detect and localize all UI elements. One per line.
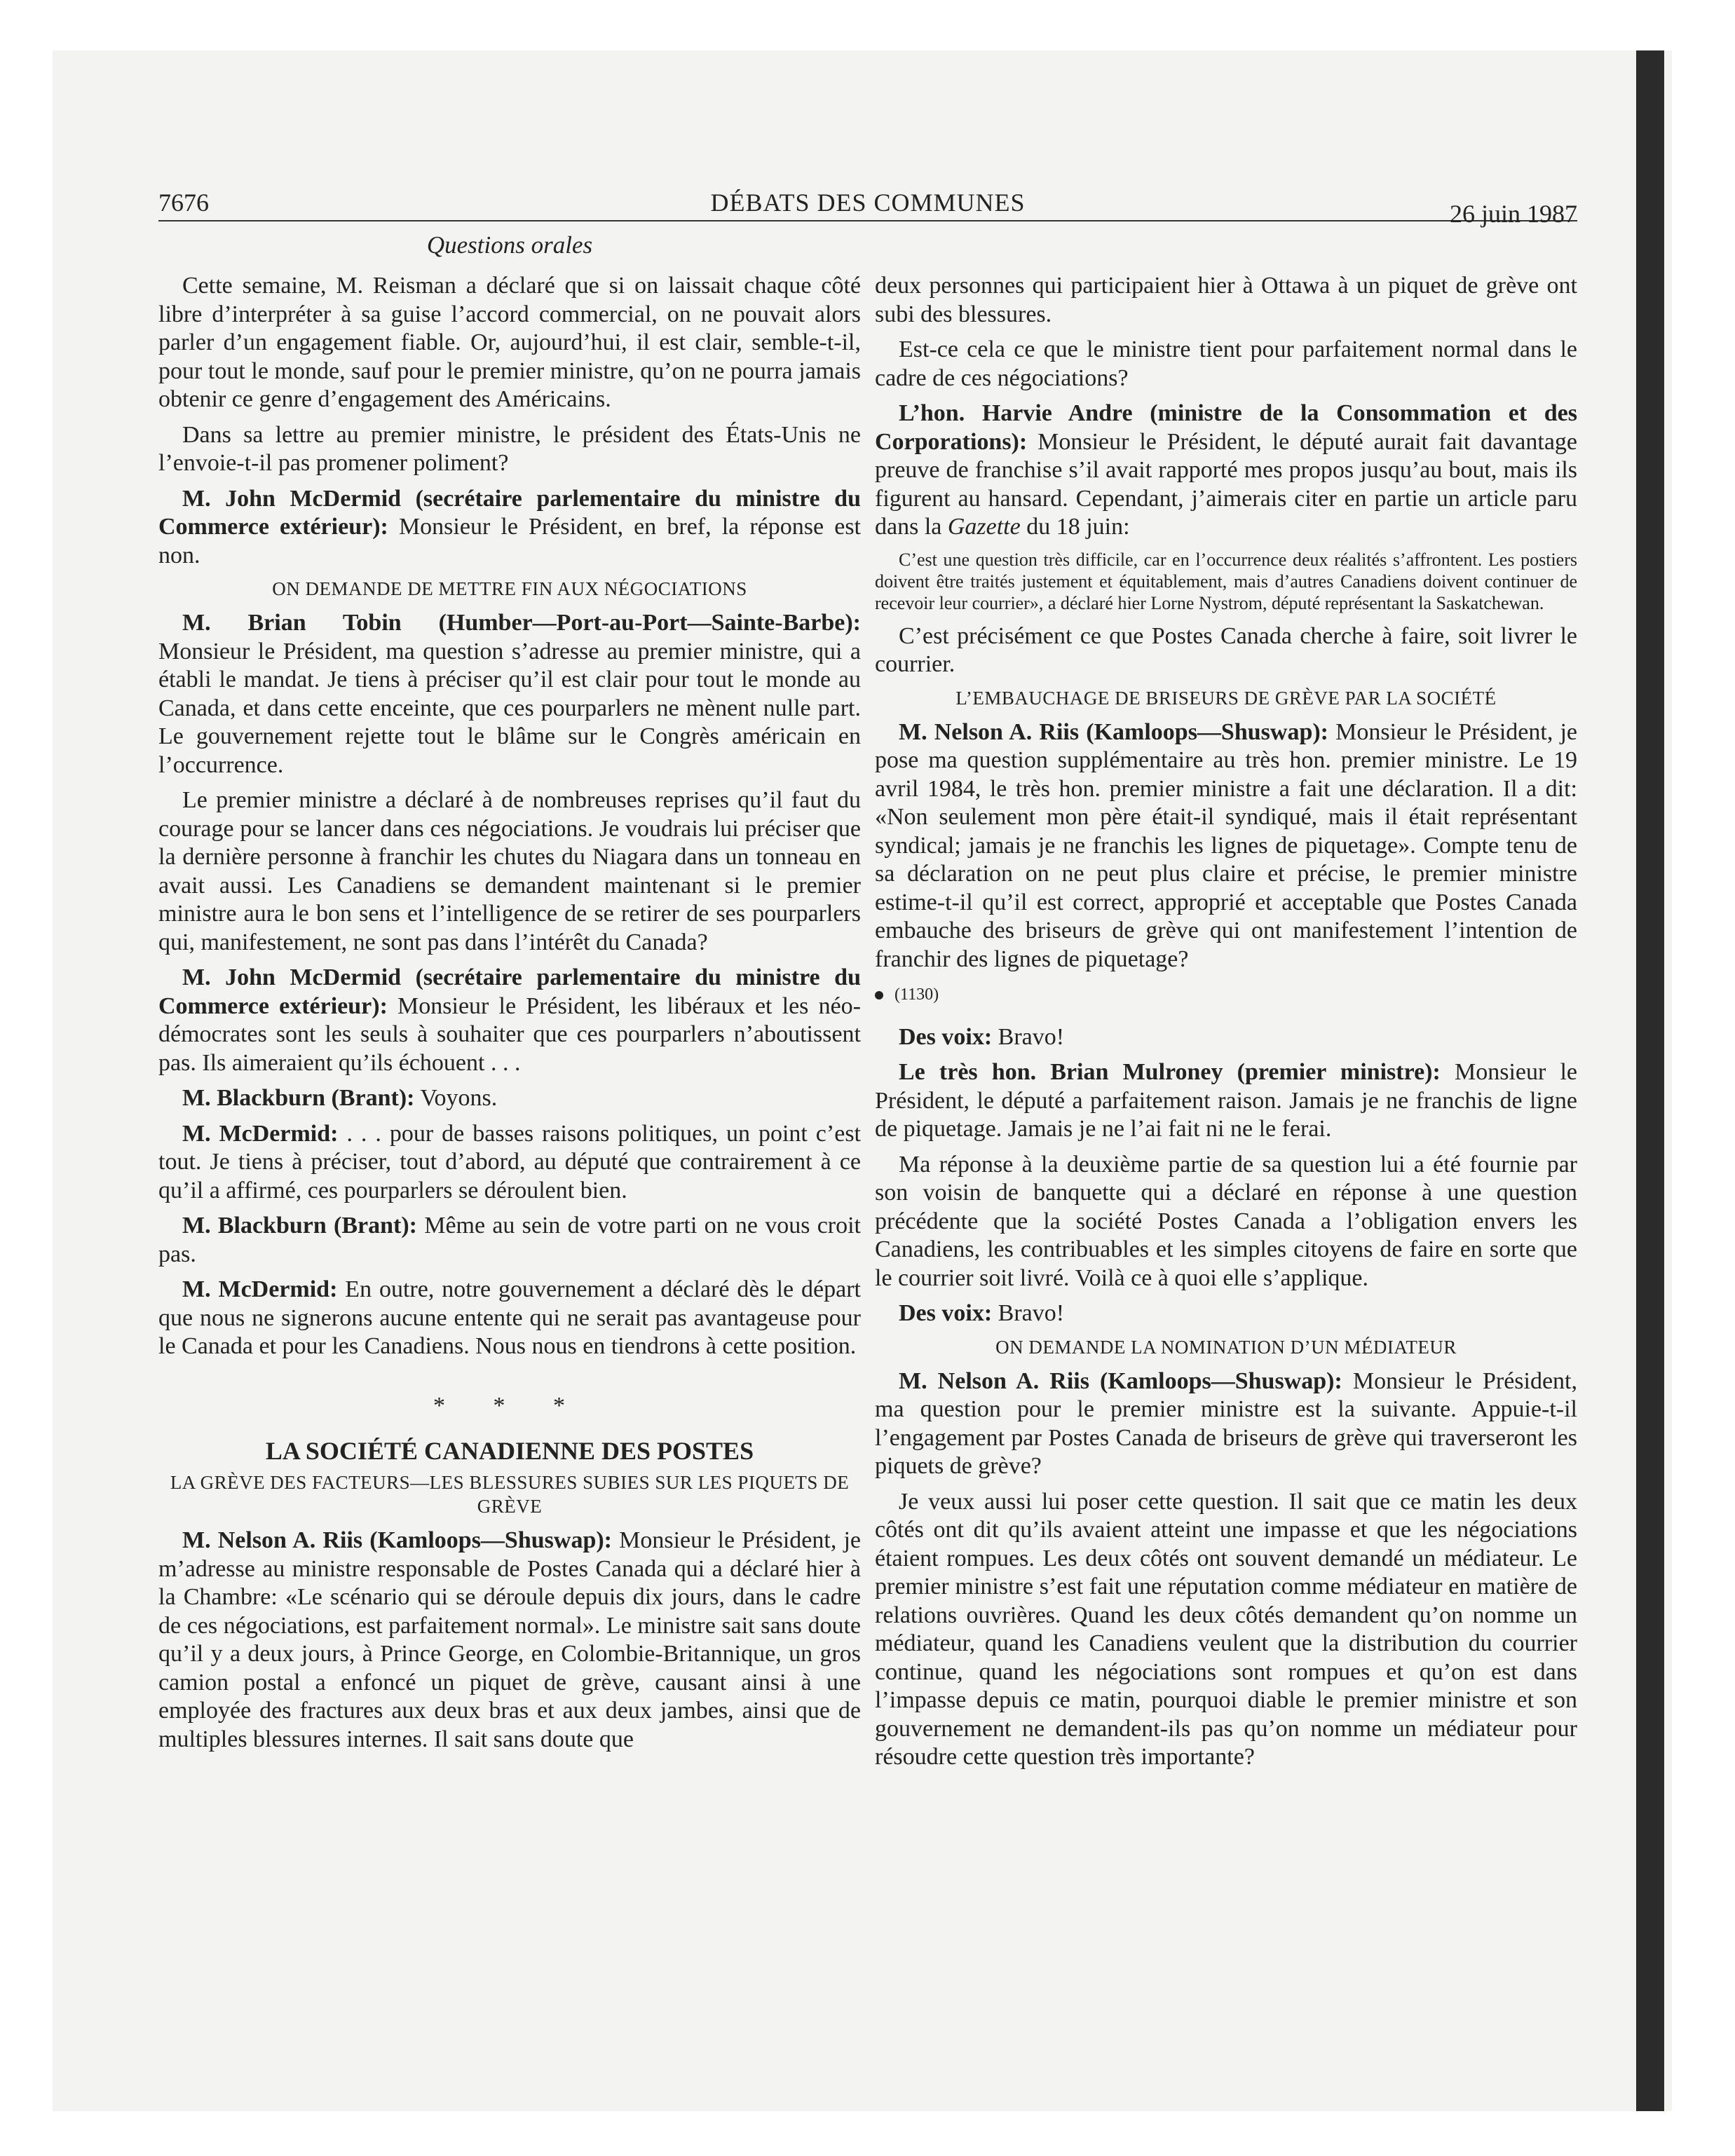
subheading: LA GRÈVE DES FACTEURS—LES BLESSURES SUBIES SUR LES PIQUETS DE GRÈVE xyxy=(170,1472,850,1517)
speech xyxy=(158,1120,861,1206)
paragraph: Je veux aussi lui poser cette question. Il sait que ce matin les deux côtés ont dit qu’ils avaient atteint une impasse et que les négociations étaient rompues. Les deux côtés ont souvent demandé un médiateur. Le premier ministre s’est fait une réputation comme médiateur en matière de relations ouvrières. Quand les deux côtés demandent qu’on nomme un médiateur, quand les Canadiens veulent que la distribution du courrier continue, quand les négociations sont rompues et qu’on est dans l’impasse depuis ce matin, pourquoi diable le premier ministre et son gouvernement ne demandent-ils pas qu’on nomme un médiateur pour résoudre cette question très importante? xyxy=(875,1488,1577,1770)
speech-text: En outre, notre gouvernement a déclaré dès le départ que nous ne signerons aucune entente qui ne serait pas avantageuse pour le Canada et pour les Canadiens. Nous nous en tiendrons à cette position. xyxy=(158,1276,861,1359)
speaker-name: Des voix: xyxy=(899,1023,993,1050)
block-quote: C’est une question très difficile, car en l’occurrence deux réalités s’affrontent. Les postiers doivent être traités justement et équitablement, mais d’autres Canadiens doivent continuer de recevoir leur courrier», a déclaré hier Lorne Nystrom, député représentant la Saskatchewan. xyxy=(875,549,1577,613)
speech xyxy=(158,1212,861,1269)
bullet-icon xyxy=(875,991,883,999)
speaker-name: M. Nelson A. Riis (Kamloops—Shuswap): xyxy=(899,718,1328,745)
section-heading: LA SOCIÉTÉ CANADIENNE DES POSTES xyxy=(265,1437,754,1465)
speech-text: Bravo! xyxy=(992,1023,1065,1050)
speech xyxy=(158,1527,861,1754)
scan-edge xyxy=(1636,50,1664,2111)
subheading: L’EMBAUCHAGE DE BRISEURS DE GRÈVE PAR LA SOCIÉTÉ xyxy=(955,687,1497,709)
publication-title: DÉBATS DES COMMUNES xyxy=(710,189,1026,217)
speech-text: Monsieur le Président, les libéraux et les néo-démocrates sont les seuls à souhaiter que ces pourparlers n’aboutissent pas. Ils aimeraient qu’ils échouent . . . xyxy=(158,992,861,1076)
page-header xyxy=(158,179,1577,228)
speaker-name: Des voix: xyxy=(899,1300,993,1326)
speaker-name: Le très hon. Brian Mulroney (premier ministre): xyxy=(899,1059,1441,1085)
speaker-name: M. Brian Tobin (Humber—Port-au-Port—Sainte-Barbe): xyxy=(182,610,861,636)
speaker-name: M. Nelson A. Riis (Kamloops—Shuswap): xyxy=(899,1367,1342,1394)
section-title: Questions orales xyxy=(426,231,593,259)
subheading: ON DEMANDE DE METTRE FIN AUX NÉGOCIATIONS xyxy=(272,578,747,599)
speech-text: Monsieur le Président, je pose ma question supplémentaire au très hon. premier ministre. Le 19 avril 1984, le très hon. premier ministre a fait une déclaration. Il a dit: «Non seulement mon père était-il syndiqué, mais il était représentant syndical; jamais je ne franchis les lignes de piquetage». Compte tenu de sa déclaration on ne peut plus claire et précise, le premier ministre estime-t-il qu’il est correct, approprié et acceptable que Postes Canada embauche des briseurs de grève qui ont manifestement l’intention de franchir des lignes de piquetage? xyxy=(875,718,1578,972)
speaker-name: M. John McDermid (secrétaire parlementaire du ministre du Commerce extérieur): xyxy=(158,964,861,1019)
paragraph: Cette semaine, M. Reisman a déclaré que si on laissait chaque côté libre d’interpréter à sa guise l’accord commercial, on ne pouvait alors parler d’un engagement fiable. Or, aujourd’hui, il est clair, semble-t-il, pour tout le monde, sauf pour le premier ministre, qu’on ne pourra jamais obtenir ce genre d’engagement des Américains. xyxy=(158,273,861,412)
speaker-name: L’hon. Harvie Andre (ministre de la Consommation et des Corporations): xyxy=(875,400,1577,455)
speech xyxy=(875,400,1577,542)
publication-name: Gazette xyxy=(947,514,1021,540)
speaker-name: M. Blackburn (Brant): xyxy=(182,1085,415,1111)
paragraph: Est-ce cela ce que le ministre tient pour parfaitement normal dans le cadre de ces négociations? xyxy=(875,336,1577,391)
speech-text: du 18 juin: xyxy=(1020,514,1130,540)
speaker-name: M. McDermid: xyxy=(182,1276,338,1302)
speech xyxy=(158,485,861,571)
speech xyxy=(158,964,861,1077)
paragraph: C’est précisément ce que Postes Canada cherche à faire, soit livrer le courrier. xyxy=(875,622,1577,677)
paragraph: Le premier ministre a déclaré à de nombreuses reprises qu’il faut du courage pour se lancer dans ces négociations. Je voudrais lui préciser que la dernière personne à franchir les chutes du Niagara dans un tonneau en avait aussi. Les Canadiens se demandent maintenant si le premier ministre aura le bon sens et l’intelligence de se retirer de ses pourparlers qui, manifestement, ne sont pas dans l’intérêt du Canada? xyxy=(158,787,861,955)
speech xyxy=(158,609,861,779)
right-column xyxy=(875,272,1577,1779)
speech xyxy=(158,1084,861,1113)
speaker-name: M. McDermid: xyxy=(182,1120,339,1147)
speech xyxy=(875,1299,1577,1328)
speech-text: Monsieur le Président, je m’adresse au ministre responsable de Postes Canada qui a déclaré hier à la Chambre: «Le scénario qui se déroule depuis dix jours, dans le cadre de ces négociations, est parfaitement normal». Le ministre sait sans doute qu’il y a deux jours, à Prince George, en Colombie-Britannique, un gros camion postal a enfoncé un piquet de grève, causant ainsi à une employée des fractures aux deux bras et aux deux jambes, ainsi que de multiples blessures internes. Il sait sans doute que xyxy=(158,1527,862,1752)
speech xyxy=(158,1276,861,1361)
speech-text: Monsieur le Président, le député aurait fait davantage preuve de franchise s’il avait rapporté mes propos jusqu’au bout, mais ils figurent au hansard. Cependant, j’aimerais citer en partie un article paru dans la xyxy=(875,428,1577,540)
speech xyxy=(875,718,1577,974)
paragraph: deux personnes qui participaient hier à Ottawa à un piquet de grève ont subi des blessures. xyxy=(875,273,1577,327)
speech-text: Bravo! xyxy=(992,1300,1065,1326)
speech-text: Monsieur le Président, ma question pour le premier ministre est la suivante. Appuie-t-il l’engagement par Postes Canada de briseurs de grève qui traverseront les piquets de grève? xyxy=(875,1367,1577,1479)
subheading: ON DEMANDE LA NOMINATION D’UN MÉDIATEUR xyxy=(995,1336,1457,1358)
speaker-name: M. Blackburn (Brant): xyxy=(182,1213,417,1239)
paragraph: Ma réponse à la deuxième partie de sa question lui a été fournie par son voisin de banquette qui a déclaré en réponse à une question précédente que la société Postes Canada a l’obligation envers les Canadiens, les contribuables et les simples citoyens de faire en sorte que le courrier soit livré. Voilà ce à quoi elle s’applique. xyxy=(875,1151,1577,1291)
speech-text: Même au sein de votre parti on ne vous croit pas. xyxy=(158,1213,861,1267)
speech xyxy=(875,1367,1577,1481)
speech-text: Monsieur le Président, en bref, la réponse est non. xyxy=(158,514,861,568)
speech-text: Monsieur le Président, le député a parfaitement raison. Jamais je ne franchis de ligne de piquetage. Jamais je ne l’ai fait ni ne le ferai. xyxy=(875,1059,1577,1142)
left-column xyxy=(158,272,861,1761)
speech-text: Monsieur le Président, ma question s’adresse au premier ministre, qui a établi le mandat. Je tiens à préciser qu’il est clair pour tout le monde au Canada, et dans cette enceinte, que ces pourparlers ne mènent nulle part. Le gouvernement rejette tout le blâme sur le Congrès américain en l’occurrence. xyxy=(158,638,861,778)
section-separator: * * * xyxy=(433,1392,586,1419)
speaker-name: M. Nelson A. Riis (Kamloops—Shuswap): xyxy=(182,1527,612,1553)
speaker-name: M. John McDermid (secrétaire parlementaire du ministre du Commerce extérieur): xyxy=(158,485,861,540)
page-number: 7676 xyxy=(158,189,209,217)
speech-text: . . . pour de basses raisons politiques, un point c’est tout. Je tiens à préciser, tout d’abord, au député que contrairement à ce qu’il a affirmé, ces pourparlers se déroulent bien. xyxy=(158,1120,861,1203)
paragraph: Dans sa lettre au premier ministre, le président des États-Unis ne l’envoie-t-il pas promener poliment? xyxy=(158,421,861,476)
time-stamp: (1130) xyxy=(894,985,939,1004)
page-date: 26 juin 1987 xyxy=(1449,200,1577,228)
speech xyxy=(875,1023,1577,1052)
speech xyxy=(875,1058,1577,1144)
time-marker xyxy=(875,981,1577,1009)
speech-text: Voyons. xyxy=(414,1085,498,1111)
